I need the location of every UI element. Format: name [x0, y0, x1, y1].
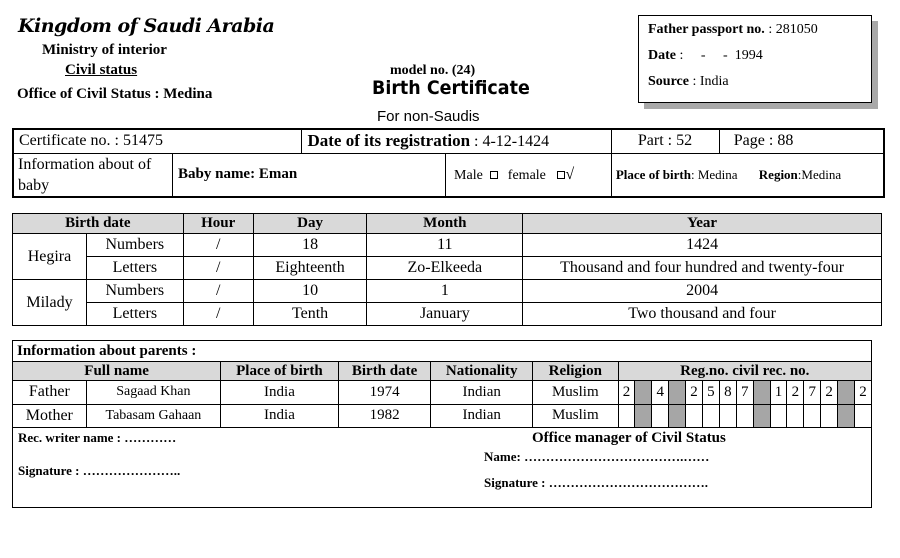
reg-digit: 2 — [854, 381, 871, 404]
mother-religion: Muslim — [533, 404, 619, 427]
father-birth-date: 1974 — [338, 381, 431, 404]
date-value: : - - 1994 — [679, 48, 763, 63]
parents-title — [17, 343, 196, 360]
source-value: : India — [692, 74, 729, 89]
reg-digit: 5 — [702, 381, 719, 404]
hour-cell: / — [183, 257, 253, 280]
civil-status-label: Civil status — [65, 62, 138, 78]
reg-digit: 2 — [618, 381, 635, 404]
reg-digit — [635, 381, 652, 404]
numbers-label: Numbers — [86, 234, 183, 257]
header-month: Month — [367, 214, 523, 234]
reg-digit: 2 — [686, 381, 703, 404]
hour-cell: / — [183, 303, 253, 326]
female-label: female — [507, 167, 546, 183]
reg-digit: 7 — [804, 381, 821, 404]
reg-digit — [736, 404, 753, 427]
model-number: model no. (24) — [390, 63, 476, 78]
gender-field — [446, 153, 612, 197]
page-number: Page : 88 — [719, 129, 884, 153]
day-cell: Eighteenth — [253, 257, 367, 280]
parents-title-text: Information about parents — [17, 343, 188, 359]
mother-nationality: Indian — [431, 404, 533, 427]
header-nationality: Nationality — [431, 362, 533, 381]
registration-label: Date of its registration — [307, 131, 471, 151]
reg-digit — [753, 381, 770, 404]
registration-date — [302, 129, 611, 153]
reg-digit: 2 — [821, 381, 838, 404]
baby-info-label: Information about of baby — [13, 153, 173, 197]
reg-digit: 8 — [719, 381, 736, 404]
hour-cell: / — [183, 280, 253, 303]
father-nationality: Indian — [431, 381, 533, 404]
reg-digit — [702, 404, 719, 427]
reg-digit — [770, 404, 787, 427]
manager-name-field: Name: ……………………………….…… — [484, 449, 710, 464]
page-subtitle: For non-Saudis — [377, 108, 480, 125]
baby-name-label: Baby name: — [178, 166, 256, 183]
table-row — [13, 404, 872, 427]
ministry-label: Ministry of interior — [42, 42, 167, 58]
passport-label: Father passport no. — [648, 22, 765, 37]
header-place-of-birth: Place of birth — [221, 362, 339, 381]
source-label: Source — [648, 74, 689, 89]
date-label: Date — [648, 48, 676, 63]
day-cell: 10 — [253, 280, 367, 303]
registration-value: : 4-12-1424 — [474, 133, 550, 151]
reg-digit — [635, 404, 652, 427]
header-day: Day — [253, 214, 367, 234]
header-reg-no: Reg.no. civil rec. no. — [618, 362, 871, 381]
birth-date-table — [12, 213, 882, 326]
header-hour: Hour — [183, 214, 253, 234]
reg-digit — [669, 381, 686, 404]
reg-digit — [821, 404, 838, 427]
mother-name: Tabasam Gahaan — [86, 404, 221, 427]
header-religion: Religion — [533, 362, 619, 381]
parents-title-colon: : — [191, 343, 197, 359]
numbers-label: Numbers — [86, 280, 183, 303]
male-checkbox[interactable] — [490, 171, 498, 179]
day-cell: 18 — [253, 234, 367, 257]
month-cell: 11 — [367, 234, 523, 257]
reg-digit: 2 — [787, 381, 804, 404]
page-title: Birth Certificate — [372, 77, 530, 99]
reg-digit — [686, 404, 703, 427]
reg-digit — [669, 404, 686, 427]
table-row — [13, 280, 882, 303]
kingdom-title: Kingdom of Saudi Arabia — [18, 15, 275, 37]
table-row — [13, 303, 882, 326]
office-manager-title: Office manager of Civil Status — [532, 430, 726, 446]
header-full-name: Full name — [13, 362, 221, 381]
reg-digit: 4 — [652, 381, 669, 404]
header-year: Year — [523, 214, 882, 234]
reg-digit — [804, 404, 821, 427]
region-label: Region — [758, 166, 798, 182]
mother-label: Mother — [13, 404, 87, 427]
table-row — [13, 234, 882, 257]
year-cell: Thousand and four hundred and twenty-four — [523, 257, 882, 280]
reg-digit: 7 — [736, 381, 753, 404]
certificate-number: Certificate no. : 51475 — [13, 129, 302, 153]
check-icon: √ — [565, 165, 575, 183]
place-of-birth-value: : Medina — [690, 166, 738, 182]
male-label: Male — [454, 167, 483, 183]
month-cell: January — [367, 303, 523, 326]
mother-place: India — [221, 404, 339, 427]
part-number: Part : 52 — [611, 129, 719, 153]
header-birth-date: Birth date — [338, 362, 431, 381]
reg-digit — [787, 404, 804, 427]
signature-left: Signature : ………………….. — [18, 463, 181, 478]
month-cell: Zo-Elkeeda — [367, 257, 523, 280]
table-row — [13, 381, 872, 404]
father-name: Sagaad Khan — [86, 381, 221, 404]
reg-digit: 1 — [770, 381, 787, 404]
reg-digit — [838, 404, 855, 427]
hegira-label: Hegira — [13, 234, 87, 280]
reg-digit — [652, 404, 669, 427]
month-cell: 1 — [367, 280, 523, 303]
reg-digit — [838, 381, 855, 404]
letters-label: Letters — [86, 257, 183, 280]
rec-writer-name: Rec. writer name : ………… — [18, 430, 177, 445]
year-cell: 2004 — [523, 280, 882, 303]
reg-digit — [753, 404, 770, 427]
father-place: India — [221, 381, 339, 404]
passport-value: : 281050 — [768, 22, 818, 37]
father-label: Father — [13, 381, 87, 404]
hour-cell: / — [183, 234, 253, 257]
table-row — [13, 257, 882, 280]
year-cell: Two thousand and four — [523, 303, 882, 326]
year-cell: 1424 — [523, 234, 882, 257]
letters-label: Letters — [86, 303, 183, 326]
baby-name-value: Eman — [258, 166, 298, 183]
reg-digit — [618, 404, 635, 427]
parents-table — [12, 361, 872, 428]
reg-digit — [719, 404, 736, 427]
milady-label: Milady — [13, 280, 87, 326]
signature-right: Signature : ………………………………. — [484, 475, 709, 490]
father-religion: Muslim — [533, 381, 619, 404]
region-value: :Medina — [797, 166, 842, 182]
day-cell: Tenth — [253, 303, 367, 326]
header-birth-date: Birth date — [13, 214, 184, 234]
reg-digit — [854, 404, 871, 427]
office-label: Office of Civil Status : Medina — [17, 86, 213, 102]
place-of-birth-label: Place of birth — [615, 166, 691, 182]
certificate-table — [12, 128, 885, 198]
mother-birth-date: 1982 — [338, 404, 431, 427]
father-passport-box — [638, 15, 872, 103]
